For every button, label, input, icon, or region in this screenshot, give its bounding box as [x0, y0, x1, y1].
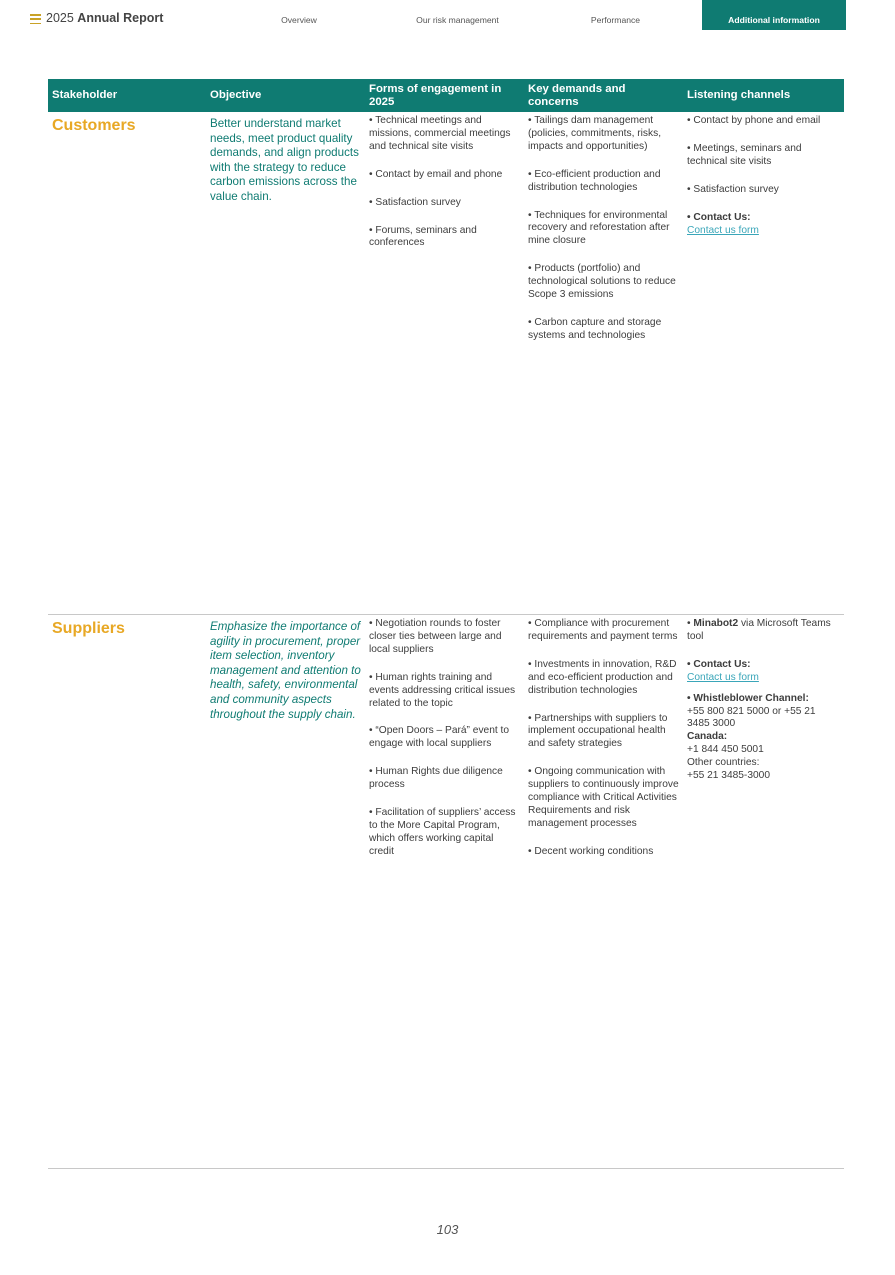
- tab-performance[interactable]: Performance: [590, 15, 641, 25]
- table-row-suppliers: [48, 615, 844, 1169]
- engagement-item: • Contact by email and phone: [369, 168, 503, 180]
- tab-overview[interactable]: Overview: [281, 15, 317, 25]
- engagement-item: • Negotiation rounds to foster closer ties between large and local suppliers: [369, 618, 502, 655]
- column-header-objective: Objective: [210, 89, 262, 101]
- tab-additional-information[interactable]: Additional information: [702, 0, 846, 30]
- report-year: 2025: [46, 11, 74, 25]
- minabot-description: via Microsoft Teams tool: [687, 618, 831, 642]
- engagement-item: • Satisfaction survey: [369, 196, 461, 208]
- demand-item: • Tailings dam management (policies, commitments, risks, impacts and opportunities): [528, 115, 662, 152]
- report-title[interactable]: [46, 11, 163, 25]
- bullet: •: [687, 618, 694, 629]
- contact-us-channel: [687, 212, 840, 238]
- engagement-list: [365, 112, 524, 614]
- channel-item: • Meetings, seminars and technical site visits: [687, 142, 802, 167]
- stakeholder-name: Suppliers: [52, 620, 125, 637]
- contact-us-label: • Contact Us:: [687, 211, 751, 223]
- demand-item: • Techniques for environmental recovery and reforestation after mine closure: [528, 209, 670, 247]
- canada-phone: +1 844 450 5001: [687, 744, 764, 756]
- demand-item: • Investments in innovation, R&D and eco-efficient production and distribution technologies: [528, 658, 677, 696]
- top-navigation-bar: [0, 0, 895, 40]
- stakeholder-name: Customers: [52, 117, 136, 134]
- engagement-item: • Human Rights due diligence process: [369, 766, 503, 791]
- whistleblower-phone: +55 800 821 5000 or +55 21 3485 3000: [687, 705, 816, 730]
- engagement-item: • Human rights training and events addressing critical issues related to the topic: [369, 671, 516, 709]
- column-header-stakeholder: Stakeholder: [52, 89, 118, 101]
- channel-item: • Contact by phone and email: [687, 115, 821, 126]
- demand-item: • Carbon capture and storage systems and technologies: [528, 316, 662, 341]
- demands-list: [524, 112, 683, 614]
- whistleblower-channel: [687, 693, 840, 783]
- minabot-name: Minabot2: [693, 618, 739, 629]
- demand-item: • Compliance with procurement requirements and payment terms: [528, 618, 678, 642]
- canada-label: Canada:: [687, 731, 728, 743]
- page-number: 103: [436, 1222, 459, 1237]
- objective-text: Better understand market needs, meet product quality demands, and align products with the strategy to reduce carbon emissions across the value chain.: [210, 117, 359, 203]
- contact-us-label: • Contact Us:: [687, 658, 751, 670]
- column-header-key-demands: Key demands and concerns: [528, 82, 626, 108]
- demand-item: • Partnerships with suppliers to implement occupational health and safety strategies: [528, 712, 668, 750]
- engagement-item: • Forums, seminars and conferences: [369, 224, 477, 249]
- listening-channels-list: [683, 112, 844, 614]
- listening-channels-list: [683, 615, 844, 1168]
- objective-text: Emphasize the importance of agility in procurement, proper item selection, inventory management and attention to health, safety, environmental and community aspects throughout the supply chain.: [210, 620, 361, 721]
- tab-our-risk-management[interactable]: Our risk management: [416, 15, 499, 25]
- column-header-forms-of-engagement: Forms of engagement in 2025: [369, 82, 502, 108]
- contact-us-form-link[interactable]: Contact us form: [687, 671, 759, 683]
- contact-us-channel: [687, 659, 840, 685]
- engagement-item: • Facilitation of suppliers’ access to the More Capital Program, which offers working capital credit: [369, 807, 516, 857]
- demand-item: • Eco-efficient production and distribution technologies: [528, 168, 661, 193]
- engagement-list: [365, 615, 524, 1168]
- demand-item: • Ongoing communication with suppliers to continuously improve compliance with Critical Activities Requirements and risk management processes: [528, 766, 679, 829]
- demand-item: • Decent working conditions: [528, 845, 654, 857]
- other-countries-phone: +55 21 3485-3000: [687, 770, 770, 782]
- engagement-item: • Technical meetings and missions, commercial meetings and technical site visits: [369, 115, 511, 152]
- stakeholder-engagement-table: [48, 79, 844, 1169]
- demands-list: [524, 615, 683, 1168]
- channel-item: • Satisfaction survey: [687, 183, 779, 195]
- report-name: Annual Report: [77, 11, 164, 25]
- other-countries-label: Other countries:: [687, 757, 760, 769]
- demand-item: • Products (portfolio) and technological solutions to reduce Scope 3 emissions: [528, 263, 676, 301]
- contact-us-form-link[interactable]: Contact us form: [687, 224, 759, 236]
- table-header-row: [48, 79, 844, 112]
- column-header-listening-channels: Listening channels: [687, 89, 791, 101]
- whistleblower-label: • Whistleblower Channel:: [687, 692, 809, 704]
- minabot-channel: [687, 618, 840, 644]
- table-row-customers: [48, 112, 844, 615]
- engagement-item: • “Open Doors – Pará” event to engage with local suppliers: [369, 725, 510, 750]
- hamburger-menu-icon[interactable]: [30, 14, 41, 24]
